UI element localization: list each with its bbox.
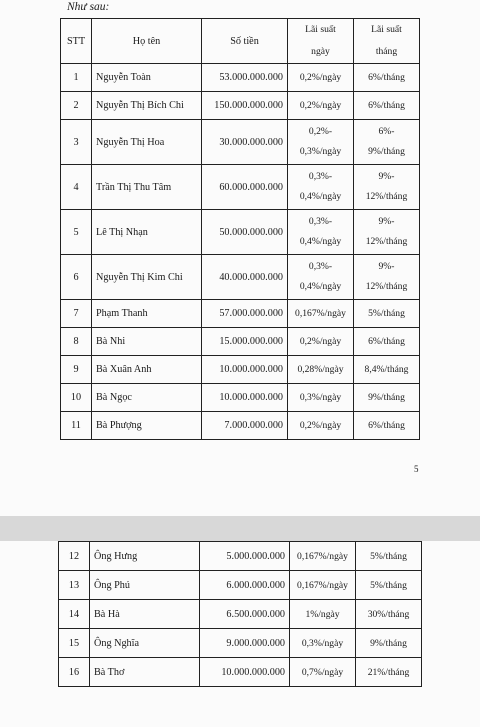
document-page-2 [0, 541, 480, 727]
daily-rate-cell-line: 0,4%/ngày [299, 281, 342, 292]
monthly-rate-cell-line: 6%/tháng [368, 420, 405, 431]
monthly-rate-cell [356, 658, 422, 687]
monthly-rate-cell [354, 210, 420, 255]
name-cell: Nguyễn Thị Kim Chi [92, 255, 202, 300]
monthly-rate-cell-line: 5%/tháng [368, 308, 405, 319]
name-cell: Ông Nghĩa [90, 629, 200, 658]
monthly-rate-cell [354, 328, 420, 356]
stt-cell: 13 [59, 571, 90, 600]
interest-table-page-2 [58, 541, 422, 687]
daily-rate-cell [288, 412, 354, 440]
monthly-rate-cell-line: 5%/tháng [370, 579, 407, 591]
stt-cell: 3 [61, 120, 92, 165]
daily-rate-cell-line: 0,3%/ngày [299, 146, 342, 157]
daily-rate-cell-line: 0,4%/ngày [299, 236, 342, 247]
daily-rate-cell [288, 165, 354, 210]
daily-rate-cell-line: 0,7%/ngày [301, 666, 344, 678]
table-row [59, 629, 422, 658]
monthly-rate-cell-line: 12%/tháng [365, 281, 408, 292]
monthly-rate-cell [354, 356, 420, 384]
monthly-rate-cell-line: 9%- [378, 216, 395, 227]
monthly-rate-cell-line: 21%/tháng [367, 666, 410, 678]
amount-cell: 10.000.000.000 [202, 384, 288, 412]
name-cell: Bà Xuân Anh [92, 356, 202, 384]
monthly-rate-cell-line: 6%/tháng [368, 72, 405, 83]
amount-cell: 9.000.000.000 [200, 629, 290, 658]
amount-cell: 7.000.000.000 [202, 412, 288, 440]
stt-cell: 5 [61, 210, 92, 255]
daily-rate-cell-line: 0,3%/ngày [299, 392, 342, 403]
stt-cell: 7 [61, 300, 92, 328]
monthly-rate-cell [354, 92, 420, 120]
table-row [59, 600, 422, 629]
monthly-rate-cell-line: 9%/tháng [368, 146, 405, 157]
daily-rate-cell-line: 1%/ngày [305, 608, 340, 620]
table-row [61, 412, 420, 440]
name-cell: Nguyễn Thị Hoa [92, 120, 202, 165]
amount-cell: 150.000.000.000 [202, 92, 288, 120]
stt-cell: 12 [59, 542, 90, 571]
table-row [61, 384, 420, 412]
table-row [61, 255, 420, 300]
name-cell: Trần Thị Thu Tâm [92, 165, 202, 210]
daily-rate-cell [290, 542, 356, 571]
daily-rate-cell-line: 0,3%- [308, 261, 333, 272]
daily-rate-cell-line: 0,3%- [308, 216, 333, 227]
daily-rate-cell-line: 0,2%- [308, 126, 333, 137]
daily-rate-cell [288, 255, 354, 300]
daily-rate-cell [288, 210, 354, 255]
table-row [61, 356, 420, 384]
monthly-rate-cell-line: 6%- [378, 126, 395, 137]
header-monthly-line-2: tháng [375, 46, 398, 57]
monthly-rate-cell [354, 300, 420, 328]
daily-rate-cell [290, 629, 356, 658]
table-header-row [61, 19, 420, 64]
monthly-rate-cell-line: 6%/tháng [368, 100, 405, 111]
daily-rate-cell-line: 0,28%/ngày [297, 364, 344, 375]
table-body-page-2 [59, 542, 422, 687]
stt-cell: 11 [61, 412, 92, 440]
amount-cell: 6.000.000.000 [200, 571, 290, 600]
daily-rate-cell-line: 0,167%/ngày [297, 579, 348, 591]
amount-cell: 10.000.000.000 [200, 658, 290, 687]
name-cell: Lê Thị Nhạn [92, 210, 202, 255]
header-daily-line-2: ngày [311, 46, 330, 57]
header-stt: STT [61, 19, 92, 64]
table-row [59, 658, 422, 687]
daily-rate-cell [288, 328, 354, 356]
monthly-rate-cell-line: 12%/tháng [365, 191, 408, 202]
header-monthly-rate [354, 19, 420, 64]
monthly-rate-cell-line: 6%/tháng [368, 336, 405, 347]
daily-rate-cell [290, 600, 356, 629]
amount-cell: 60.000.000.000 [202, 165, 288, 210]
name-cell: Bà Hà [90, 600, 200, 629]
table-row [61, 210, 420, 255]
daily-rate-cell-line: 0,167%/ngày [297, 550, 348, 562]
header-amount: Số tiền [202, 19, 288, 64]
table-row [59, 571, 422, 600]
table-row [61, 120, 420, 165]
table-row [59, 542, 422, 571]
stt-cell: 9 [61, 356, 92, 384]
daily-rate-cell-line: 0,2%/ngày [299, 100, 342, 111]
table-row [61, 64, 420, 92]
monthly-rate-cell-line: 9%- [378, 171, 395, 182]
monthly-rate-cell [354, 255, 420, 300]
stt-cell: 1 [61, 64, 92, 92]
name-cell: Bà Phượng [92, 412, 202, 440]
daily-rate-cell [290, 658, 356, 687]
table-row [61, 300, 420, 328]
daily-rate-cell [288, 64, 354, 92]
monthly-rate-cell [354, 384, 420, 412]
table-row [61, 92, 420, 120]
amount-cell: 53.000.000.000 [202, 64, 288, 92]
table-row [61, 328, 420, 356]
amount-cell: 50.000.000.000 [202, 210, 288, 255]
interest-table-page-1 [60, 18, 420, 440]
header-name: Họ tên [92, 19, 202, 64]
monthly-rate-cell [356, 542, 422, 571]
amount-cell: 6.500.000.000 [200, 600, 290, 629]
name-cell: Phạm Thanh [92, 300, 202, 328]
daily-rate-cell-line: 0,2%/ngày [299, 420, 342, 431]
amount-cell: 30.000.000.000 [202, 120, 288, 165]
stt-cell: 4 [61, 165, 92, 210]
daily-rate-cell-line: 0,2%/ngày [299, 72, 342, 83]
monthly-rate-cell-line: 9%/tháng [368, 392, 405, 403]
monthly-rate-cell-line: 30%/tháng [367, 608, 410, 620]
page-number: 5 [414, 464, 419, 474]
monthly-rate-cell [356, 629, 422, 658]
daily-rate-cell [288, 384, 354, 412]
daily-rate-cell-line: 0,3%/ngày [301, 637, 344, 649]
daily-rate-cell-line: 0,2%/ngày [299, 336, 342, 347]
stt-cell: 6 [61, 255, 92, 300]
monthly-rate-cell-line: 8,4%/tháng [364, 364, 409, 375]
monthly-rate-cell-line: 9%/tháng [370, 637, 407, 649]
monthly-rate-cell [356, 600, 422, 629]
stt-cell: 16 [59, 658, 90, 687]
monthly-rate-cell [354, 64, 420, 92]
header-monthly-line-1: Lãi suất [371, 24, 402, 35]
header-daily-rate [288, 19, 354, 64]
daily-rate-cell-line: 0,167%/ngày [295, 308, 346, 319]
stt-cell: 14 [59, 600, 90, 629]
stt-cell: 15 [59, 629, 90, 658]
monthly-rate-cell-line: 5%/tháng [370, 550, 407, 562]
monthly-rate-cell-line: 9%- [378, 261, 395, 272]
stt-cell: 2 [61, 92, 92, 120]
monthly-rate-cell [354, 120, 420, 165]
monthly-rate-cell [354, 165, 420, 210]
table-row [61, 165, 420, 210]
daily-rate-cell-line: 0,3%- [308, 171, 333, 182]
monthly-rate-cell [356, 571, 422, 600]
amount-cell: 5.000.000.000 [200, 542, 290, 571]
name-cell: Nguyễn Toàn [92, 64, 202, 92]
daily-rate-cell [288, 356, 354, 384]
name-cell: Nguyễn Thị Bích Chi [92, 92, 202, 120]
amount-cell: 15.000.000.000 [202, 328, 288, 356]
name-cell: Ông Phú [90, 571, 200, 600]
amount-cell: 10.000.000.000 [202, 356, 288, 384]
name-cell: Bà Nhi [92, 328, 202, 356]
daily-rate-cell [288, 120, 354, 165]
name-cell: Ông Hưng [90, 542, 200, 571]
daily-rate-cell [288, 92, 354, 120]
amount-cell: 57.000.000.000 [202, 300, 288, 328]
name-cell: Bà Ngọc [92, 384, 202, 412]
daily-rate-cell-line: 0,4%/ngày [299, 191, 342, 202]
table-body-page-1 [61, 64, 420, 440]
stt-cell: 10 [61, 384, 92, 412]
amount-cell: 40.000.000.000 [202, 255, 288, 300]
name-cell: Bà Thơ [90, 658, 200, 687]
stt-cell: 8 [61, 328, 92, 356]
monthly-rate-cell [354, 412, 420, 440]
intro-text: Như sau: [67, 1, 110, 13]
monthly-rate-cell-line: 12%/tháng [365, 236, 408, 247]
daily-rate-cell [288, 300, 354, 328]
header-daily-line-1: Lãi suất [305, 24, 336, 35]
daily-rate-cell [290, 571, 356, 600]
